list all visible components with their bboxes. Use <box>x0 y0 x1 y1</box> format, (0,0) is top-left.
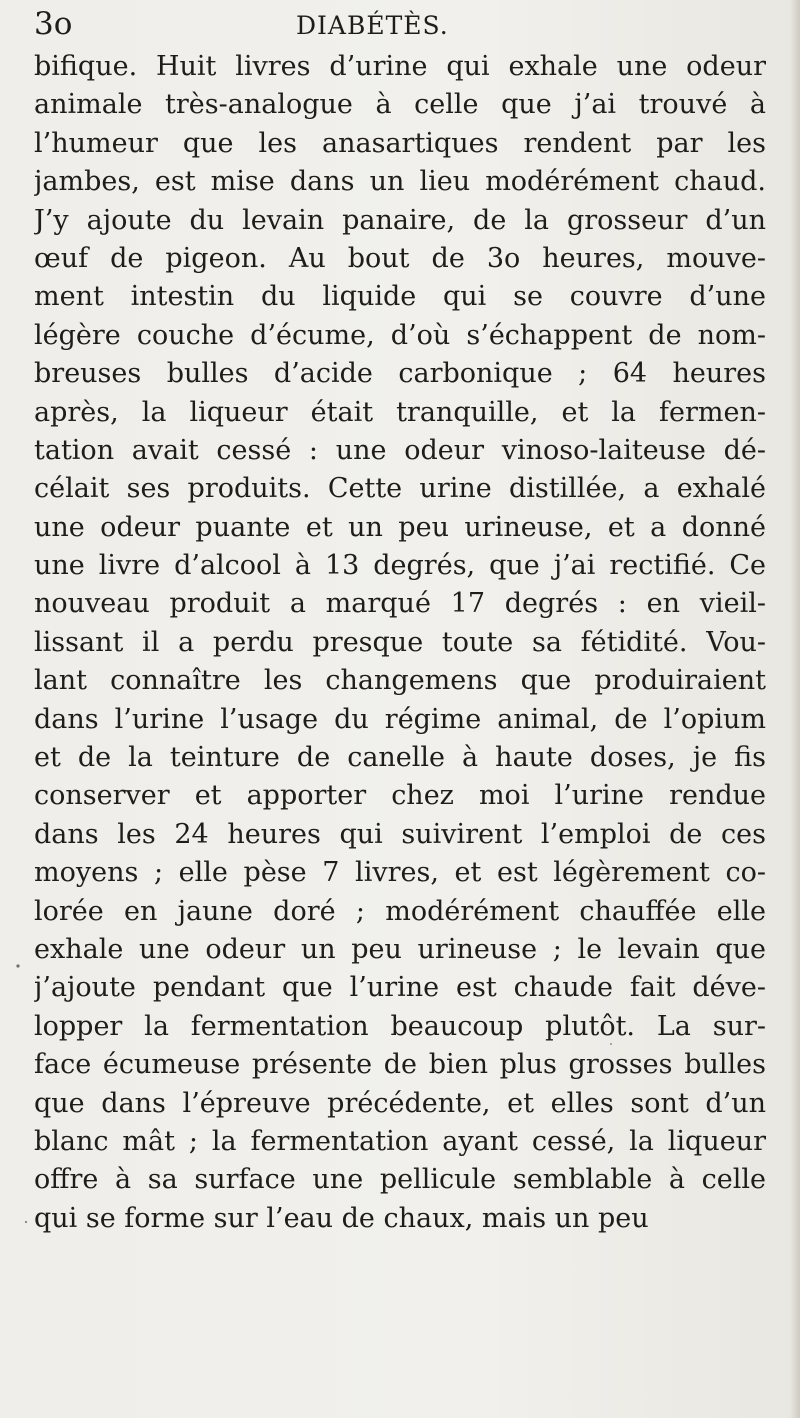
text-line: offre à sa surface une pellicule semblable à celle <box>34 1164 766 1196</box>
text-line: et de la teinture de canelle à haute doses, je fis <box>34 742 766 774</box>
text-line: exhale une odeur un peu urineuse ; le levain que <box>34 933 766 965</box>
text-line: j’ajoute pendant que l’urine est chaude fait déve- <box>34 972 766 1004</box>
text-line: lopper la fermentation beaucoup plutôt. La sur- <box>34 1010 766 1042</box>
text-line: ment intestin du liquide qui se couvre d’une <box>34 281 766 313</box>
page-header <box>34 4 754 44</box>
text-line: l’humeur que les anasartiques rendent par les <box>34 127 766 159</box>
text-line: animale très-analogue à celle que j’ai trouvé à <box>34 89 766 121</box>
text-line: lorée en jaune doré ; modérément chauffée elle <box>34 895 766 927</box>
text-line: tation avait cessé : une odeur vinoso-laiteuse dé- <box>34 434 766 466</box>
body-text <box>34 48 766 1238</box>
text-line: jambes, est mise dans un lieu modérément chaud. <box>34 166 766 198</box>
page-number: 3o <box>34 6 73 42</box>
text-line: face écumeuse présente de bien plus grosses bulles <box>34 1049 766 1081</box>
text-line: œuf de pigeon. Au bout de 3o heures, mouve- <box>34 242 766 274</box>
text-line: blanc mât ; la fermentation ayant cessé, la liqueur <box>34 1125 766 1157</box>
text-line: célait ses produits. Cette urine distillée, a exhalé <box>34 473 766 505</box>
text-line: J’y ajoute du levain panaire, de la grosseur d’un <box>34 204 766 236</box>
text-line: nouveau produit a marqué 17 degrés : en vieil- <box>34 588 766 620</box>
text-line: lant connaître les changemens que produiraient <box>34 665 766 697</box>
text-line: qui se forme sur l’eau de chaux, mais un peu <box>34 1202 649 1234</box>
page-edge-shadow <box>790 0 800 1418</box>
text-line: légère couche d’écume, d’où s’échappent de nom- <box>34 319 766 351</box>
text-line: lissant il a perdu presque toute sa fétidité. Vou- <box>34 626 766 658</box>
running-title: DIABÉTÈS. <box>296 11 449 40</box>
text-line: bifique. Huit livres d’urine qui exhale une odeur <box>34 51 766 82</box>
text-line: une livre d’alcool à 13 degrés, que j’ai rectifié. Ce <box>34 550 766 582</box>
text-line: breuses bulles d’acide carbonique ; 64 heures <box>34 358 766 390</box>
text-line: dans les 24 heures qui suivirent l’emploi de ces <box>34 818 766 850</box>
text-line: que dans l’épreuve précédente, et elles sont d’un <box>34 1087 766 1119</box>
text-line: moyens ; elle pèse 7 livres, et est légèrement co- <box>34 857 766 889</box>
text-line: après, la liqueur était tranquille, et la fermen- <box>34 396 766 428</box>
text-line: dans l’urine l’usage du régime animal, de l’opium <box>34 703 766 735</box>
text-line: conserver et apporter chez moi l’urine rendue <box>34 780 766 812</box>
text-line: une odeur puante et un peu urineuse, et a donné <box>34 511 766 543</box>
